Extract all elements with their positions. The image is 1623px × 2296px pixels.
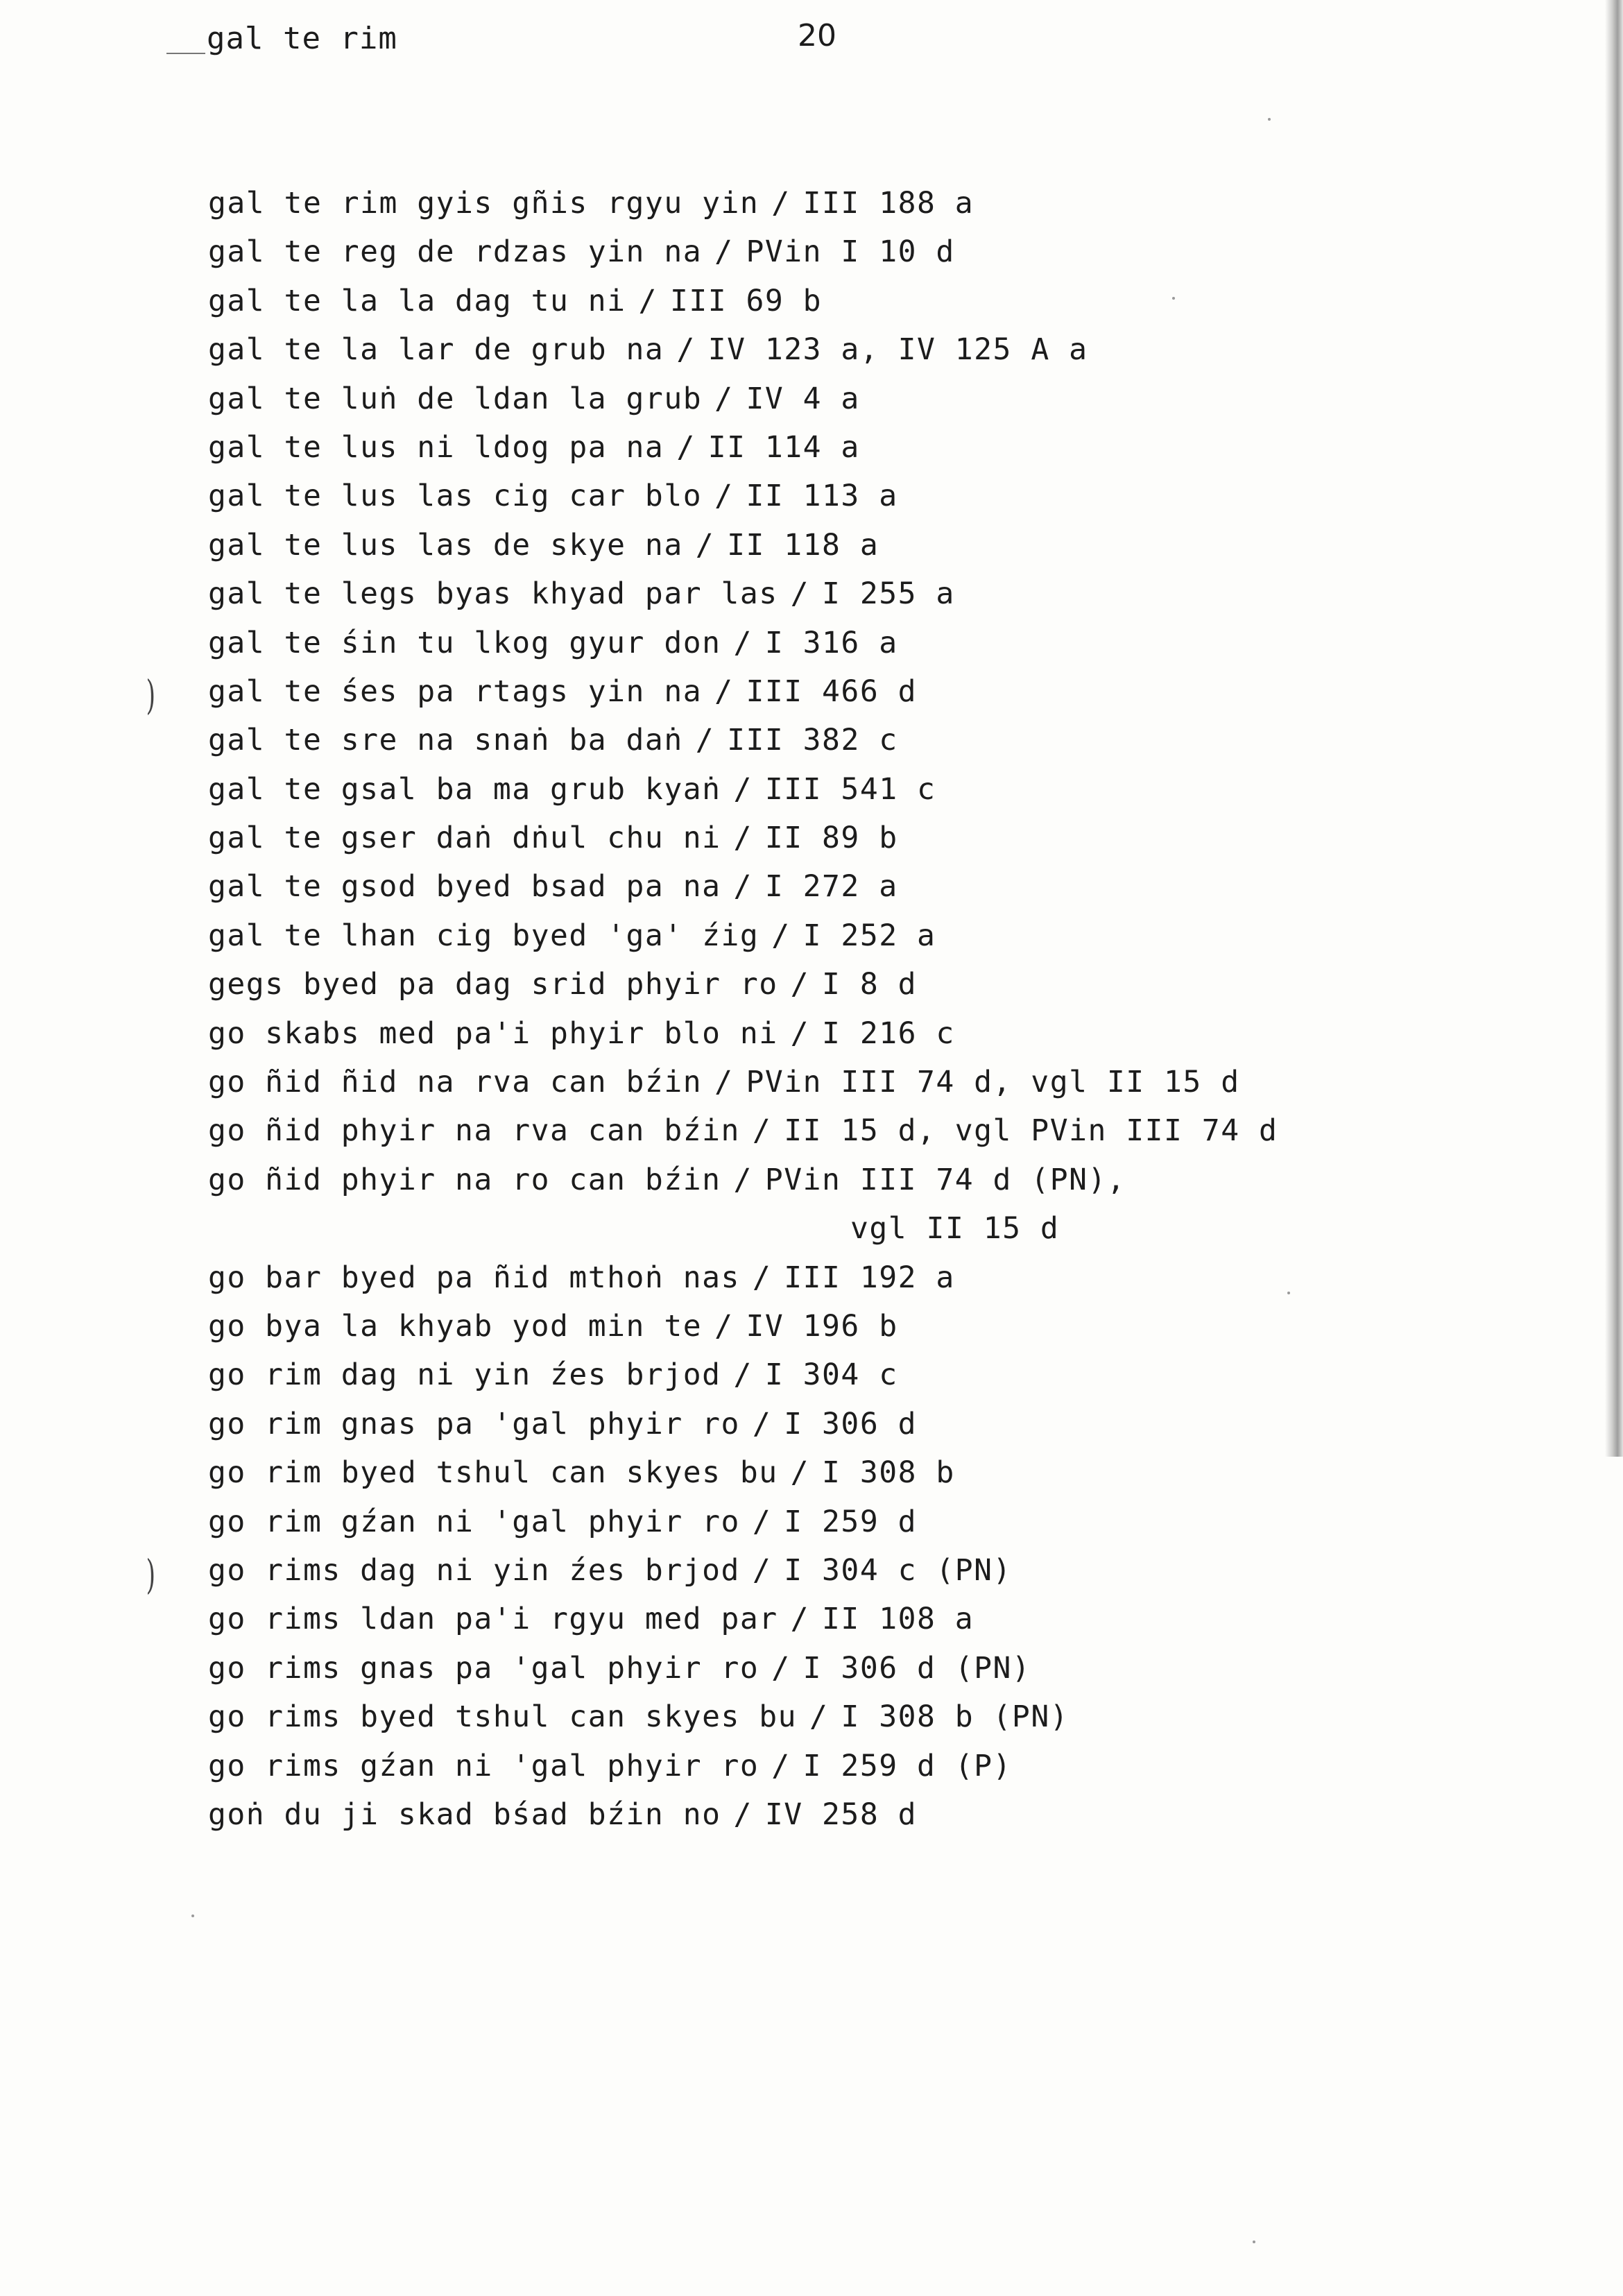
verse-reference: PVin I 10 d	[746, 234, 955, 270]
verse-reference: I 255 a	[822, 576, 955, 612]
verse-text: go rim dag ni yin źes brjod	[208, 1357, 721, 1393]
index-entry	[208, 1058, 1526, 1106]
index-entry	[208, 1742, 1526, 1790]
separator-slash: /	[790, 576, 810, 612]
verse-reference: III 69 b	[669, 283, 823, 318]
separator-slash: /	[714, 674, 734, 709]
separator-slash: /	[790, 1602, 810, 1637]
verse-reference: II 118 a	[727, 527, 879, 563]
index-entry	[208, 862, 1526, 911]
verse-text: go ñid ñid na rva can bźin	[208, 1065, 703, 1100]
index-entry	[208, 1790, 1526, 1839]
index-entry	[208, 277, 1526, 325]
separator-slash: /	[733, 625, 753, 660]
separator-slash: /	[733, 1357, 753, 1393]
verse-text: go bya la khyab yod min te	[208, 1308, 703, 1344]
index-entry	[208, 765, 1526, 814]
scan-speck	[1253, 2241, 1255, 2243]
verse-reference: IV 258 d	[764, 1797, 917, 1832]
page-number: 20	[798, 18, 836, 53]
verse-reference: I 259 d (P)	[802, 1748, 1012, 1783]
verse-text: go rims ldan pa'i rgyu med par	[208, 1602, 778, 1637]
verse-text: go bar byed pa ñid mthoṅ nas	[208, 1260, 740, 1295]
verse-text: gal te śin tu lkog gyur don	[208, 625, 721, 660]
verse-reference: I 316 a	[764, 625, 898, 660]
verse-text: gal te gsod byed bsad pa na	[208, 869, 721, 905]
verse-reference: IV 196 b	[746, 1308, 898, 1344]
separator-slash: /	[771, 186, 791, 221]
separator-slash: /	[752, 1113, 772, 1149]
verse-text: gal te rim gyis gñis rgyu yin	[208, 186, 759, 221]
index-entry	[208, 1302, 1526, 1351]
index-entry	[208, 619, 1526, 667]
verse-index-list	[208, 179, 1526, 1839]
index-entry	[208, 667, 1526, 716]
index-entry	[208, 228, 1526, 276]
verse-reference: I 8 d	[822, 967, 917, 1002]
verse-reference: II 113 a	[746, 479, 898, 514]
verse-text: go rims gźan ni 'gal phyir ro	[208, 1748, 759, 1783]
verse-text: gal te luṅ de ldan la grub	[208, 381, 703, 416]
separator-slash: /	[733, 821, 753, 856]
verse-text: go skabs med pa'i phyir blo ni	[208, 1016, 778, 1051]
index-entry	[208, 1106, 1526, 1155]
verse-reference: I 306 d (PN)	[802, 1650, 1031, 1686]
separator-slash: /	[752, 1260, 772, 1295]
verse-text: gal te gser daṅ dṅul chu ni	[208, 821, 721, 856]
verse-text: go ñid phyir na rva can bźin	[208, 1113, 740, 1149]
index-entry	[208, 1644, 1526, 1693]
index-entry	[208, 179, 1526, 228]
running-head: gal te rim	[207, 21, 397, 56]
separator-slash: /	[714, 1308, 734, 1344]
index-entry	[208, 911, 1526, 960]
verse-reference: II 15 d, vgl PVin III 74 d	[784, 1113, 1278, 1149]
index-entry	[208, 1253, 1526, 1302]
verse-text: gal te reg de rdzas yin na	[208, 234, 703, 270]
verse-reference: III 382 c	[727, 723, 898, 758]
separator-slash: /	[771, 918, 791, 953]
separator-slash: /	[676, 429, 696, 465]
verse-text: gegs byed pa dag srid phyir ro	[208, 967, 778, 1002]
verse-reference: III 188 a	[802, 186, 974, 221]
separator-slash: /	[790, 967, 810, 1002]
verse-text: go rims gnas pa 'gal phyir ro	[208, 1650, 759, 1686]
verse-text: go rims dag ni yin źes brjod	[208, 1552, 740, 1588]
separator-slash: /	[695, 527, 715, 563]
verse-text: goṅ du ji skad bśad bźin no	[208, 1797, 721, 1832]
index-entry	[208, 569, 1526, 618]
verse-text: go rims byed tshul can skyes bu	[208, 1699, 798, 1735]
separator-slash: /	[714, 479, 734, 514]
verse-text: gal te lus ni ldog pa na	[208, 429, 664, 465]
separator-slash: /	[733, 869, 753, 905]
index-entry	[208, 814, 1526, 862]
index-entry	[208, 1498, 1526, 1546]
verse-text: go rim gnas pa 'gal phyir ro	[208, 1406, 740, 1441]
verse-text: gal te sre na snaṅ ba daṅ	[208, 723, 683, 758]
verse-text: gal te la lar de grub na	[208, 332, 664, 368]
index-entry	[208, 375, 1526, 423]
verse-reference: PVin III 74 d (PN),	[764, 1162, 1126, 1197]
verse-text: go ñid phyir na ro can bźin	[208, 1162, 721, 1197]
separator-slash: /	[733, 1162, 753, 1197]
index-entry	[208, 423, 1526, 472]
separator-slash: /	[714, 1065, 734, 1100]
index-entry	[208, 521, 1526, 569]
index-entry	[208, 1546, 1526, 1595]
verse-reference: III 541 c	[764, 771, 936, 807]
index-entry	[208, 1400, 1526, 1448]
verse-reference: III 466 d	[746, 674, 917, 709]
verse-reference: I 272 a	[764, 869, 898, 905]
margin-parenthesis-mark: )	[146, 671, 156, 719]
separator-slash: /	[752, 1406, 772, 1441]
index-entry	[208, 1156, 1526, 1204]
separator-slash: /	[714, 381, 734, 416]
separator-slash: /	[676, 332, 696, 368]
index-entry	[208, 325, 1526, 374]
verse-text: go rim gźan ni 'gal phyir ro	[208, 1504, 740, 1539]
verse-reference: I 252 a	[802, 918, 936, 953]
separator-slash: /	[733, 771, 753, 807]
verse-reference: I 306 d	[784, 1406, 917, 1441]
verse-reference: PVin III 74 d, vgl II 15 d	[746, 1065, 1240, 1100]
verse-reference: II 108 a	[822, 1602, 974, 1637]
index-entry	[208, 960, 1526, 1009]
verse-reference: IV 123 a, IV 125 A a	[707, 332, 1088, 368]
verse-reference: I 308 b (PN)	[841, 1699, 1070, 1735]
index-entry	[208, 472, 1526, 520]
separator-slash: /	[790, 1016, 810, 1051]
verse-text: gal te lhan cig byed 'ga' źig	[208, 918, 759, 953]
scan-speck	[191, 1914, 194, 1917]
index-entry	[208, 1693, 1526, 1741]
verse-reference: I 304 c	[764, 1357, 898, 1393]
index-entry	[208, 1351, 1526, 1399]
separator-slash: /	[752, 1552, 772, 1588]
index-entry	[208, 716, 1526, 764]
verse-reference: I 259 d	[784, 1504, 917, 1539]
scan-speck	[1287, 1292, 1290, 1294]
verse-reference: I 308 b	[822, 1455, 955, 1491]
separator-slash: /	[771, 1650, 791, 1686]
verse-reference: II 114 a	[707, 429, 860, 465]
separator-slash: /	[771, 1748, 791, 1783]
scan-edge-shadow	[1605, 0, 1623, 1457]
separator-slash: /	[638, 283, 658, 318]
verse-reference: IV 4 a	[746, 381, 860, 416]
verse-text: go rim byed tshul can skyes bu	[208, 1455, 778, 1491]
verse-reference: vgl II 15 d	[850, 1211, 1060, 1246]
verse-reference: I 304 c (PN)	[784, 1552, 1012, 1588]
index-entry	[208, 1009, 1526, 1058]
verse-text: gal te gsal ba ma grub kyaṅ	[208, 771, 721, 807]
scan-speck	[1268, 118, 1271, 121]
verse-reference: III 192 a	[784, 1260, 955, 1295]
separator-slash: /	[695, 723, 715, 758]
verse-text: gal te lus las cig car blo	[208, 479, 703, 514]
verse-text: gal te lus las de skye na	[208, 527, 683, 563]
scan-speck	[1172, 297, 1175, 300]
margin-parenthesis-mark: )	[146, 1551, 156, 1598]
separator-slash: /	[752, 1504, 772, 1539]
verse-text: gal te legs byas khyad par las	[208, 576, 778, 612]
index-entry	[208, 1595, 1526, 1643]
separator-slash: /	[809, 1699, 829, 1735]
separator-slash: /	[733, 1797, 753, 1832]
index-entry	[208, 1448, 1526, 1497]
index-entry	[208, 1204, 1526, 1253]
verse-reference: II 89 b	[764, 821, 898, 856]
verse-reference: I 216 c	[822, 1016, 955, 1051]
separator-slash: /	[790, 1455, 810, 1491]
verse-text: gal te la la dag tu ni	[208, 283, 626, 318]
separator-slash: /	[714, 234, 734, 270]
verse-text: gal te śes pa rtags yin na	[208, 674, 703, 709]
